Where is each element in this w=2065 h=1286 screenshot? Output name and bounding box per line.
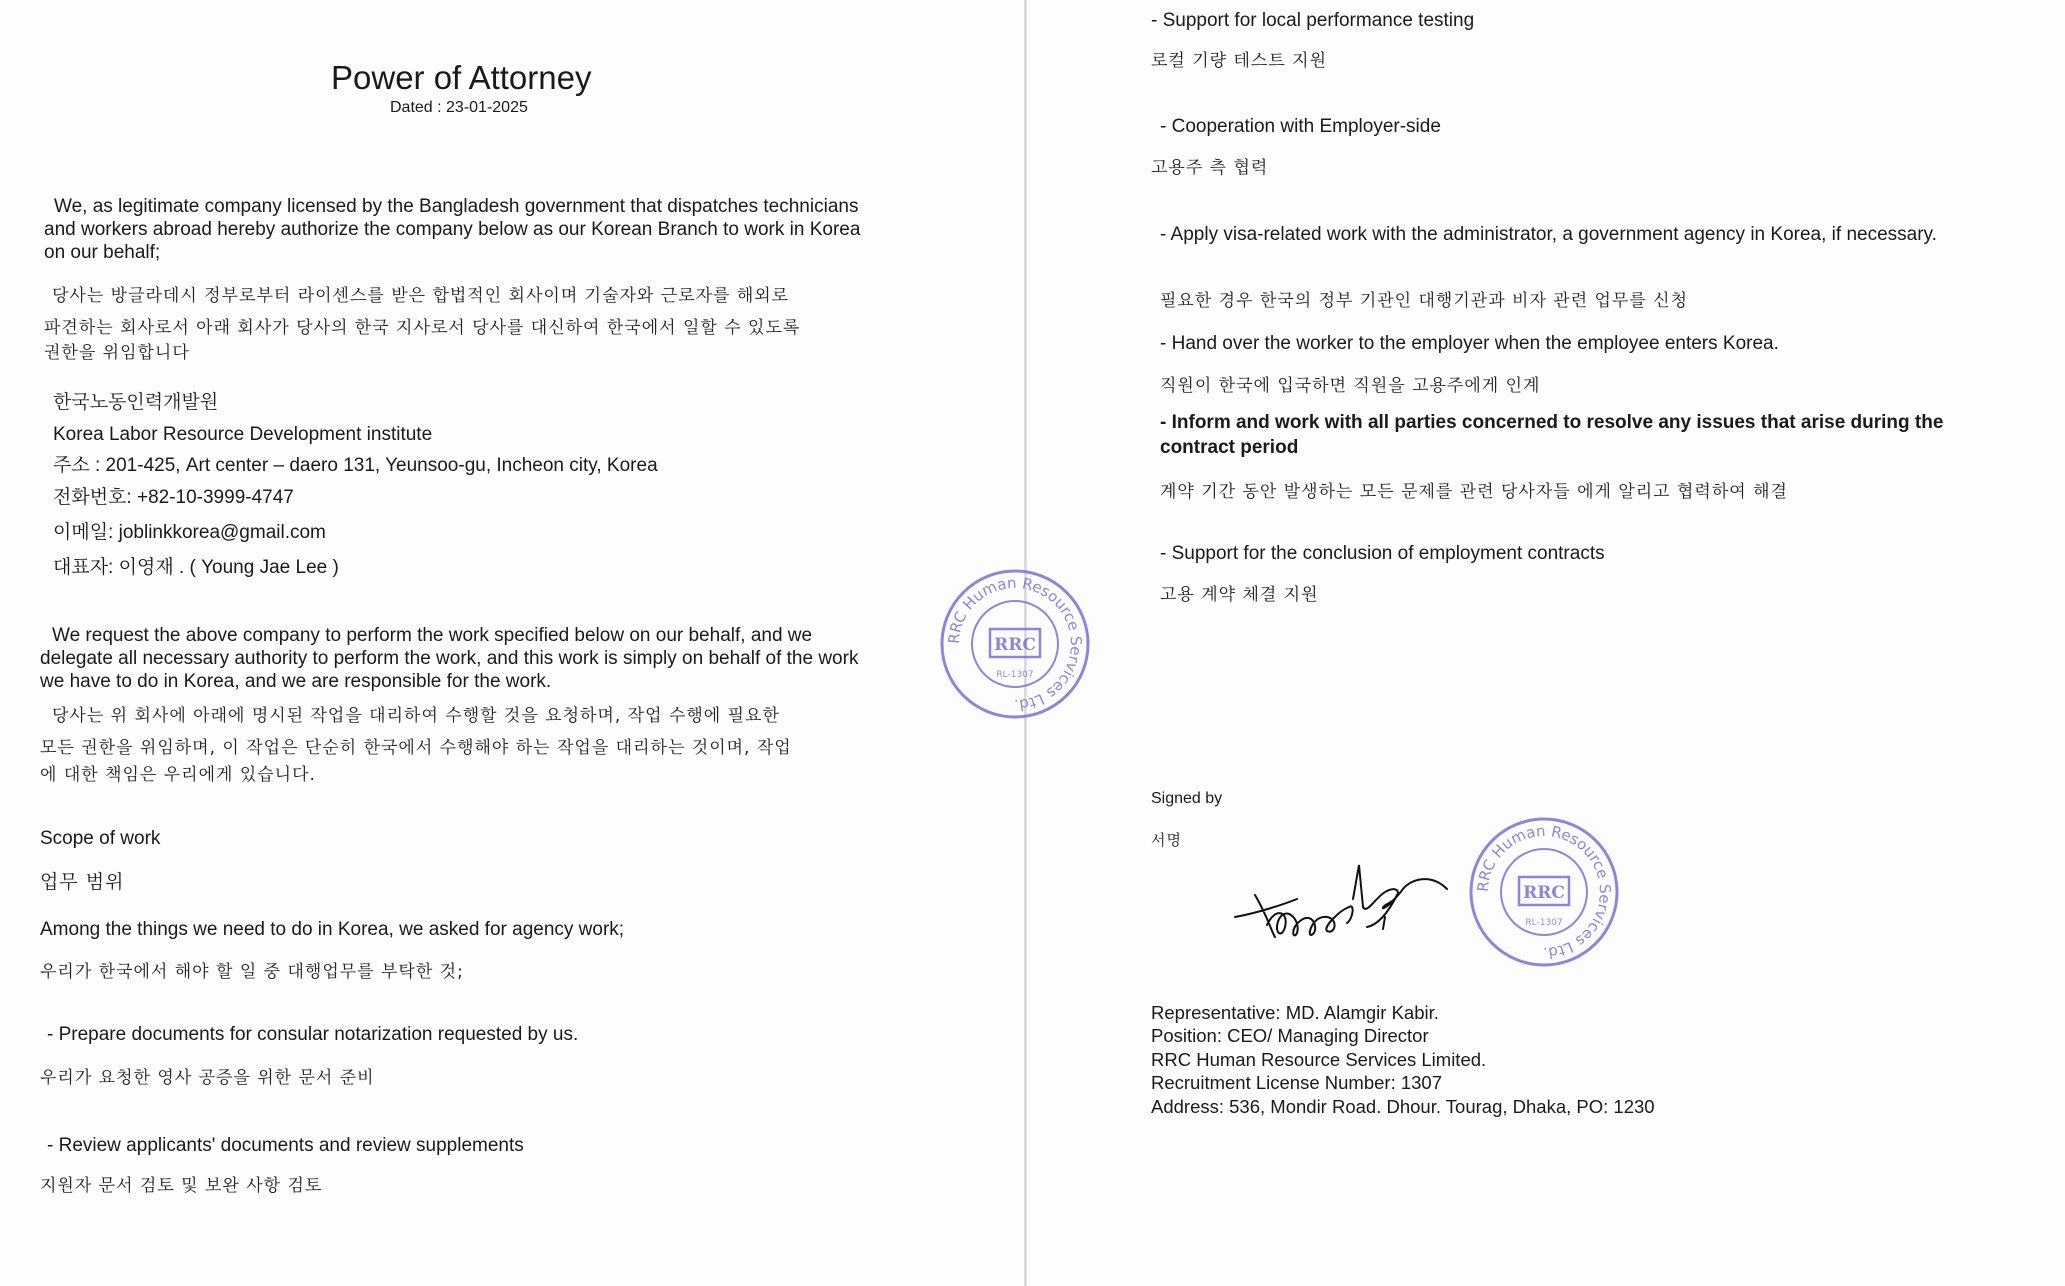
document-title: Power of Attorney [331, 59, 592, 96]
scope-item-8: - Support for the conclusion of employment contracts [1160, 543, 1605, 564]
agency-line: Among the things we need to do in Korea, we asked for agency work; [40, 919, 625, 940]
authorization-ko-line-3: 권한을 위임합니다 [44, 343, 190, 363]
company-name-ko: 한국노동인력개발원 [53, 391, 219, 413]
svg-text:RRC Human Resource Services Lt: RRC Human Resource Services Ltd. [944, 573, 1086, 715]
company-address: 주소 : 201-425, Art center – daero 131, Yeunsoo-gu, Incheon city, Korea [53, 455, 658, 476]
scope-item-5-ko: 필요한 경우 한국의 정부 기관인 대행기관과 비자 관련 업무를 신청 [1160, 291, 1689, 311]
signed-by-label-ko: 서명 [1151, 831, 1182, 849]
request-paragraph: We request the above company to perform the work specified below on our behalf, and we delegate all necessary authority to perform the work, and this work is simply on behalf of the work we have to do in Korea, and we are responsible for the work. [40, 625, 859, 692]
svg-text:RRC: RRC [994, 635, 1036, 655]
company-seal-fold [940, 569, 1090, 719]
scope-item-6-ko: 직원이 한국에 입국하면 직원을 고용주에게 인계 [1160, 376, 1541, 396]
svg-text:RRC: RRC [1523, 883, 1565, 903]
company-email: 이메일: joblinkkorea@gmail.com [53, 522, 326, 543]
scope-item-2: - Review applicants' documents and review supplements [47, 1135, 524, 1156]
right-page [1027, 0, 2065, 1286]
left-page [0, 0, 1026, 1286]
scope-item-3: - Support for local performance testing [1151, 10, 1475, 31]
authorization-ko-line-2: 파견하는 회사로서 아래 회사가 당사의 한국 지사로서 당사를 대신하여 한국에서 일할 수 있도록 [44, 318, 801, 338]
footer-company: RRC Human Resource Services Limited. [1151, 1049, 1487, 1070]
company-seal-signature [1469, 817, 1619, 967]
footer-address: Address: 536, Mondir Road. Dhour. Tourag, Dhaka, PO: 1230 [1151, 1096, 1655, 1117]
authorization-paragraph: We, as legitimate company licensed by the Bangladesh government that dispatches technicians and workers abroad hereby authorize the company below as our Korean Branch to work in Korea on our behalf; [44, 196, 861, 263]
scope-item-3-ko: 로컬 기량 테스트 지원 [1151, 51, 1328, 71]
svg-text:RL-1307: RL-1307 [996, 670, 1034, 680]
agency-line-ko: 우리가 한국에서 해야 할 일 중 대행업무를 부탁한 것; [40, 962, 464, 982]
scope-item-5: - Apply visa-related work with the administrator, a government agency in Korea, if necessary. [1160, 224, 1937, 245]
footer-representative: Representative: MD. Alamgir Kabir. [1151, 1002, 1439, 1023]
scope-item-7-ko: 계약 기간 동안 발생하는 모든 문제를 관련 당사자들 에게 알리고 협력하여 해결 [1160, 482, 1788, 502]
footer-position: Position: CEO/ Managing Director [1151, 1025, 1429, 1046]
scope-heading: Scope of work [40, 828, 161, 849]
authorization-ko-line-1: 당사는 방글라데시 정부로부터 라이센스를 받은 합법적인 회사이며 기술자와 근로자를 해외로 [52, 286, 790, 306]
svg-text:RL-1307: RL-1307 [1525, 918, 1563, 928]
company-phone: 전화번호: +82-10-3999-4747 [53, 487, 294, 508]
footer-license: Recruitment License Number: 1307 [1151, 1072, 1443, 1093]
scope-item-1: - Prepare documents for consular notarization requested by us. [47, 1024, 579, 1045]
request-ko-line-1: 당사는 위 회사에 아래에 명시된 작업을 대리하여 수행할 것을 요청하며, 작업 수행에 필요한 [52, 706, 780, 726]
scope-item-6: - Hand over the worker to the employer when the employee enters Korea. [1160, 333, 1779, 354]
scope-item-1-ko: 우리가 요청한 영사 공증을 위한 문서 준비 [40, 1068, 375, 1088]
signed-by-label: Signed by [1151, 790, 1223, 807]
scope-item-7: - Inform and work with all parties concerned to resolve any issues that arise during the contract period [1160, 412, 1944, 458]
scope-item-4-ko: 고용주 측 협력 [1151, 158, 1269, 178]
signature [1227, 855, 1457, 955]
company-representative: 대표자: 이영재 . ( Young Jae Lee ) [53, 557, 339, 578]
svg-text:RRC Human Resource Services Lt: RRC Human Resource Services Ltd. [1473, 821, 1615, 963]
scope-heading-ko: 업무 범위 [40, 871, 125, 893]
company-name-en: Korea Labor Resource Development institute [53, 424, 433, 445]
scope-item-8-ko: 고용 계약 체결 지원 [1160, 585, 1319, 605]
request-ko-line-3: 에 대한 책임은 우리에게 있습니다. [40, 765, 316, 785]
request-ko-line-2: 모든 권한을 위임하며, 이 작업은 단순히 한국에서 수행해야 하는 작업을 대리하는 것이며, 작업 [40, 738, 792, 758]
scope-item-4: - Cooperation with Employer-side [1160, 116, 1441, 137]
document-date: Dated : 23-01-2025 [390, 99, 528, 116]
scope-item-2-ko: 지원자 문서 검토 및 보완 사항 검토 [40, 1176, 323, 1196]
